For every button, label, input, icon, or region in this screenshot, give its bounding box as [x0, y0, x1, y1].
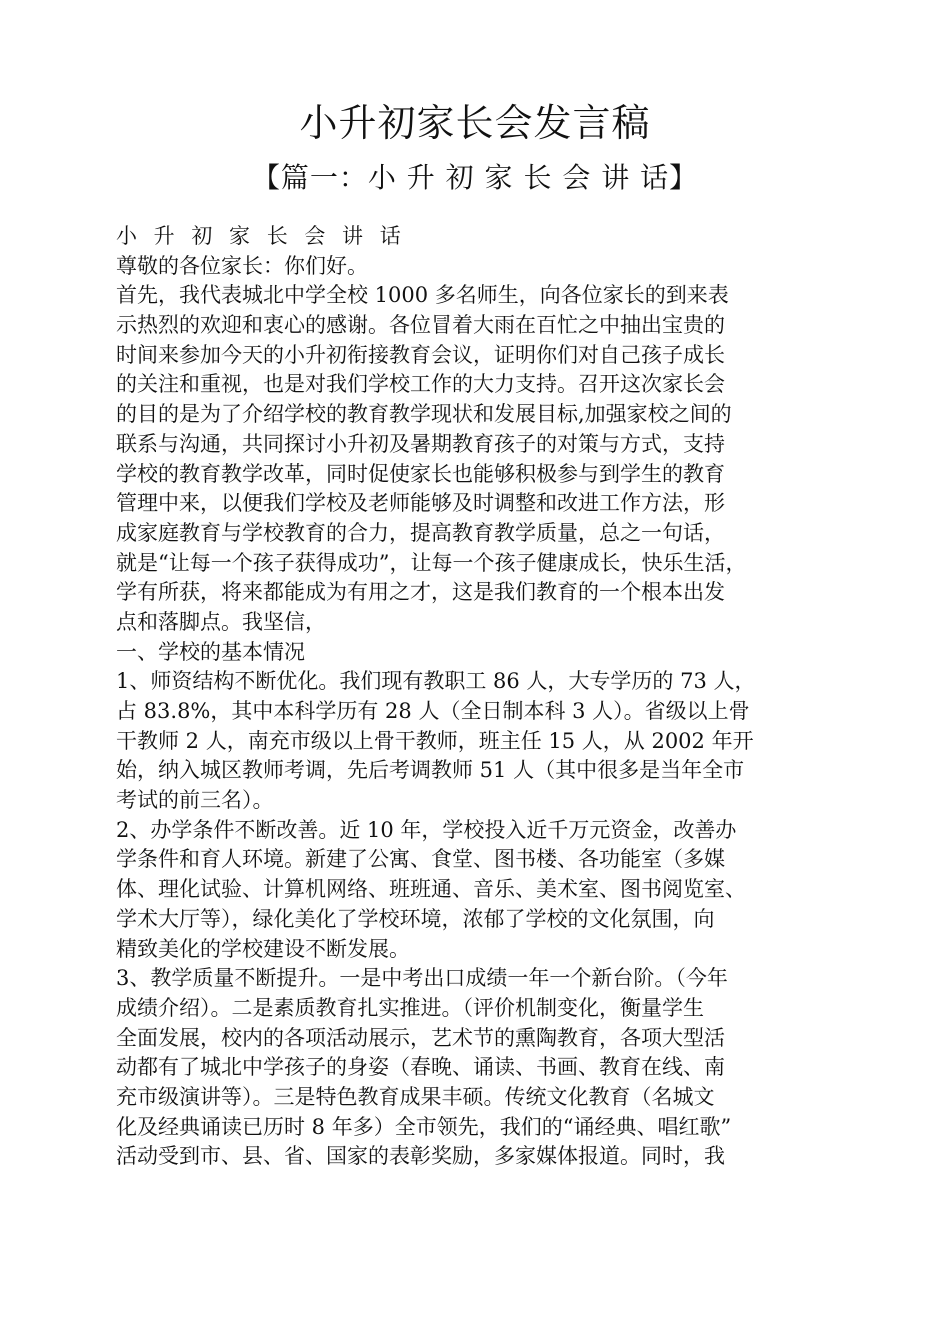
body-line: 成家庭教育与学校教育的合力，提高教育教学质量，总之一句话，	[116, 520, 725, 545]
body-line: 小 升 初 家 长 会 讲 话	[116, 224, 406, 248]
body-line: 学有所获，将来都能成为有用之才，这是我们教育的一个根本出发	[116, 580, 725, 605]
body-line: 就是“让每一个孩子获得成功”，让每一个孩子健康成长，快乐生活，	[116, 550, 747, 575]
body-line: 学条件和育人环境。新建了公寓、食堂、图书楼、各功能室（多媒	[116, 847, 725, 872]
body-line: 学校的教育教学改革，同时促使家长也能够积极参与到学生的教育	[116, 461, 725, 486]
body-line: 2、办学条件不断改善。近 10 年，学校投入近千万元资金，改善办	[116, 817, 737, 842]
body-line: 充市级演讲等）。三是特色教育成果丰硕。传统文化教育（名城文	[116, 1084, 715, 1109]
body-line: 的目的是为了介绍学校的教育教学现状和发展目标,加强家校之间的	[116, 402, 732, 427]
document-title: 小升初家长会发言稿	[299, 101, 651, 145]
body-line: 3、教学质量不断提升。一是中考出口成绩一年一个新台阶。（今年	[116, 966, 728, 991]
section-heading: 一、学校的基本情况	[116, 639, 305, 664]
body-line: 成绩介绍）。二是素质教育扎实推进。（评价机制变化，衡量学生	[116, 995, 704, 1020]
body-line: 尊敬的各位家长：你们好。	[116, 253, 368, 278]
body-line: 始，纳入城区教师考调，先后考调教师 51 人（其中很多是当年全市	[116, 758, 745, 783]
body-line: 点和落脚点。我坚信，	[116, 609, 326, 634]
body-line: 干教师 2 人，南充市级以上骨干教师，班主任 15 人，从 2002 年开	[116, 728, 754, 753]
body-line: 联系与沟通，共同探讨小升初及暑期教育孩子的对策与方式，支持	[116, 431, 725, 456]
body-line: 首先，我代表城北中学全校 1000 多名师生，向各位家长的到来表	[116, 283, 729, 308]
body-line: 考试的前三名）。	[116, 788, 274, 813]
body-line: 体、理化试验、计算机网络、班班通、音乐、美术室、图书阅览室、	[116, 877, 746, 902]
body-line: 化及经典诵读已历时 8 年多）全市领先，我们的“诵经典、唱红歌”	[116, 1114, 732, 1139]
body-line: 1、师资结构不断优化。我们现有教职工 86 人，大专学历的 73 人，	[116, 669, 756, 694]
document-body	[116, 222, 876, 1172]
document-subtitle: 【篇一：小 升 初 家 长 会 讲 话】	[251, 161, 699, 194]
body-line: 全面发展，校内的各项活动展示，艺术节的熏陶教育，各项大型活	[116, 1025, 725, 1050]
body-line: 时间来参加今天的小升初衔接教育会议，证明你们对自己孩子成长	[116, 342, 725, 367]
body-line: 学术大厅等），绿化美化了学校环境，浓郁了学校的文化氛围，向	[116, 906, 715, 931]
body-line: 的关注和重视，也是对我们学校工作的大力支持。召开这次家长会	[116, 372, 725, 397]
body-line: 活动受到市、县、省、国家的表彰奖励，多家媒体报道。同时，我	[116, 1144, 725, 1169]
body-line: 示热烈的欢迎和衷心的感谢。各位冒着大雨在百忙之中抽出宝贵的	[116, 313, 725, 338]
body-line: 精致美化的学校建设不断发展。	[116, 936, 410, 961]
body-line: 占 83.8%，其中本科学历有 28 人（全日制本科 3 人）。省级以上骨	[116, 699, 750, 723]
body-line: 管理中来，以便我们学校及老师能够及时调整和改进工作方法，形	[116, 491, 725, 516]
body-line: 动都有了城北中学孩子的身姿（春晚、诵读、书画、教育在线、南	[116, 1055, 725, 1080]
